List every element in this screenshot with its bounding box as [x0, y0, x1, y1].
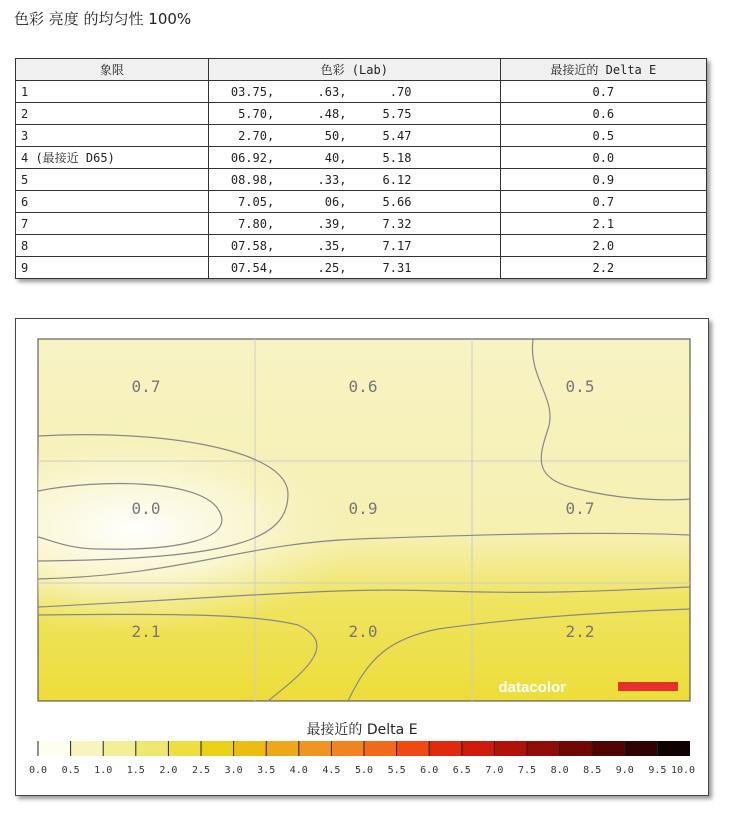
quadrant-cell: 2: [16, 103, 209, 125]
quadrant-cell: 4 (最接近 D65): [16, 147, 209, 169]
colorbar-segment: [429, 741, 462, 756]
quadrant-cell: 1: [16, 81, 209, 103]
colorbar-tick-label: 6.0: [420, 765, 439, 776]
lab-cell: 7.05, 06, 5.66: [208, 191, 500, 213]
datacolor-logo: datacolor: [498, 679, 566, 696]
lab-cell: 07.54, .25, 7.31: [208, 257, 500, 279]
colorbar-tick-label: 8.0: [550, 765, 569, 776]
lab-cell: 5.70, .48, 5.75: [208, 103, 500, 125]
colorbar-segment: [560, 741, 593, 756]
colorbar-tick-label: 2.5: [191, 765, 211, 776]
colorbar-segment: [168, 741, 201, 756]
cell-value-label: 0.9: [348, 499, 378, 518]
colorbar-segment: [103, 741, 136, 756]
colorbar-segment: [657, 741, 690, 756]
colorbar-segment: [527, 741, 560, 756]
cell-value-label: 2.2: [565, 622, 595, 641]
page-title: 色彩 亮度 的均匀性 100%: [14, 10, 192, 28]
lab-cell: 2.70, 50, 5.47: [208, 125, 500, 147]
table-row: [16, 147, 707, 169]
colorbar-tick-label: 10.0: [670, 765, 696, 776]
colorbar-tick-label: 1.5: [126, 765, 145, 776]
contour-chart: [16, 319, 708, 795]
delta-e-cell: 2.1: [500, 213, 706, 235]
table-row: [16, 257, 707, 279]
lab-cell: 08.98, .33, 6.12: [208, 169, 500, 191]
colorbar-tick-label: 8.5: [583, 765, 602, 776]
colorbar-tick-label: 3.0: [224, 765, 243, 776]
lab-cell: 7.80, .39, 7.32: [208, 213, 500, 235]
quadrant-cell: 3: [16, 125, 209, 147]
cell-value-label: 0.5: [565, 377, 595, 396]
chart-panel: [15, 318, 709, 796]
colorbar-segment: [625, 741, 658, 756]
colorbar-segment: [234, 741, 267, 756]
delta-e-cell: 0.0: [500, 147, 706, 169]
lab-cell: 07.58, .35, 7.17: [208, 235, 500, 257]
lab-table: [15, 58, 707, 279]
colorbar-segment: [38, 741, 71, 756]
colorbar-segment: [331, 741, 364, 756]
colorbar-title: 最接近的 Delta E: [306, 722, 418, 738]
colorbar-tick-label: 5.0: [354, 765, 374, 776]
cell-value-label: 0.7: [131, 377, 161, 396]
colorbar-segment: [364, 741, 397, 756]
datacolor-logo-bar: [618, 682, 678, 691]
table-row: [16, 169, 707, 191]
colorbar-tick-label: 9.0: [615, 765, 634, 776]
quadrant-cell: 7: [16, 213, 209, 235]
quadrant-cell: 8: [16, 235, 209, 257]
colorbar-segment: [592, 741, 625, 756]
colorbar-tick-label: 1.0: [94, 765, 113, 776]
colorbar-tick-label: 3.5: [257, 765, 276, 776]
colorbar-segment: [494, 741, 527, 756]
table-row: [16, 125, 707, 147]
table-row: [16, 191, 707, 213]
colorbar-segment: [299, 741, 332, 756]
colorbar-tick-label: 4.5: [322, 765, 341, 776]
delta-e-cell: 0.6: [500, 103, 706, 125]
column-header: 象限: [16, 59, 209, 81]
delta-e-cell: 2.0: [500, 235, 706, 257]
delta-e-cell: 2.2: [500, 257, 706, 279]
table-row: [16, 235, 707, 257]
column-header: 最接近的 Delta E: [500, 59, 706, 81]
cell-value-label: 0.0: [131, 499, 161, 518]
colorbar-segment: [462, 741, 495, 756]
table-row: [16, 213, 707, 235]
colorbar-segment: [201, 741, 234, 756]
colorbar-tick-label: 0.5: [61, 765, 80, 776]
delta-e-cell: 0.7: [500, 191, 706, 213]
delta-e-cell: 0.7: [500, 81, 706, 103]
delta-e-cell: 0.5: [500, 125, 706, 147]
quadrant-cell: 9: [16, 257, 209, 279]
colorbar-segment: [266, 741, 299, 756]
colorbar-segment: [136, 741, 169, 756]
colorbar-tick-label: 4.0: [289, 765, 308, 776]
cell-value-label: 0.6: [348, 377, 378, 396]
table-row: [16, 81, 707, 103]
colorbar-segment: [397, 741, 430, 756]
table-row: [16, 103, 707, 125]
colorbar-tick-label: 0.0: [28, 765, 48, 776]
quadrant-cell: 6: [16, 191, 209, 213]
colorbar-tick-label: 5.5: [387, 765, 406, 776]
quadrant-cell: 5: [16, 169, 209, 191]
table-header: [16, 59, 707, 81]
delta-e-cell: 0.9: [500, 169, 706, 191]
cell-value-label: 2.0: [348, 622, 378, 641]
colorbar-tick-label: 7.5: [517, 765, 537, 776]
colorbar-tick-label: 9.5: [648, 765, 667, 776]
colorbar-segment: [71, 741, 104, 756]
colorbar-tick-label: 7.0: [485, 765, 504, 776]
lab-cell: 03.75, .63, .70: [208, 81, 500, 103]
cell-value-label: 0.7: [565, 499, 595, 518]
column-header: 色彩 (Lab): [208, 59, 500, 81]
colorbar-tick-label: 6.5: [452, 765, 471, 776]
colorbar-tick-label: 2.0: [159, 765, 178, 776]
lab-cell: 06.92, 40, 5.18: [208, 147, 500, 169]
cell-value-label: 2.1: [131, 622, 161, 641]
